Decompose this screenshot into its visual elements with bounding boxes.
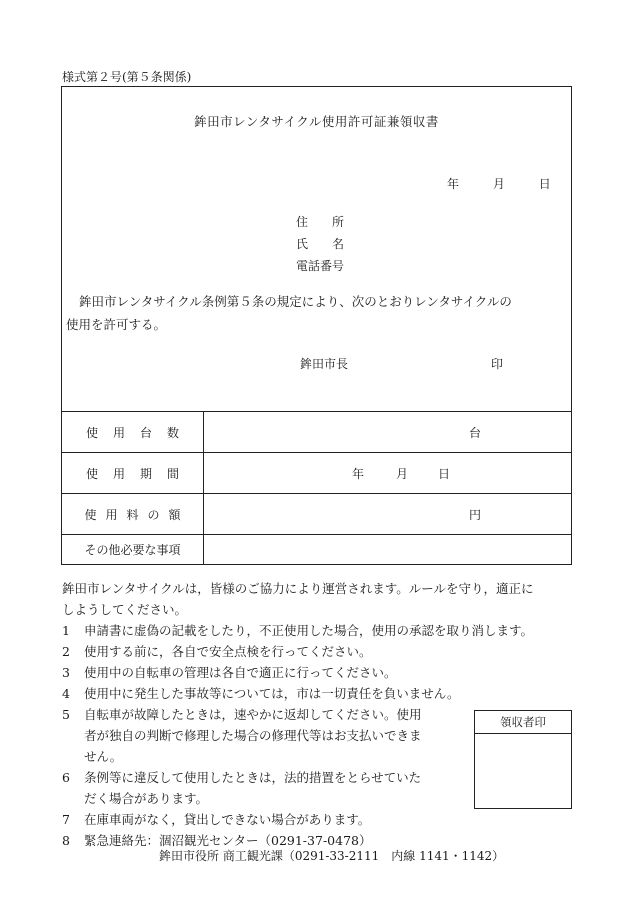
fee-unit: 円: [469, 507, 482, 522]
list-item: 8 緊急連絡先：涸沼観光センター（0291-37-0478）: [62, 833, 372, 848]
list-item: 2 使用する前に，各自で安全点検を行ってください。: [62, 644, 372, 659]
document-title: 鉾田市レンタサイクル使用許可証兼領収書: [194, 114, 439, 129]
receipt-seal-box: [474, 710, 572, 809]
seal-mark: 印: [491, 357, 504, 371]
form-number-label: 様式第２号(第５条関係): [62, 70, 192, 84]
permit-form-frame: [61, 86, 572, 565]
permit-details-table: [62, 412, 571, 564]
period-day-label: 日: [438, 466, 451, 481]
bike-count-unit: 台: [469, 425, 482, 440]
period-year-label: 年: [352, 466, 365, 481]
receipt-seal-label: 領収者印: [475, 711, 571, 734]
table-row: [62, 453, 571, 494]
phone-label: 電話番号: [296, 259, 345, 273]
permit-statement-line: 使用を許可する。: [66, 317, 167, 332]
notes-intro-line: しようしてください。: [62, 602, 188, 617]
notes-intro-line: 鉾田市レンタサイクルは，皆様のご協力により運営されます。ルールを守り，適正に: [62, 581, 534, 596]
row-label: 使用料の額: [62, 494, 204, 534]
issue-date: [447, 175, 551, 192]
period-month-label: 月: [396, 466, 409, 481]
issue-day-label: 日: [538, 177, 551, 191]
list-item: 6 条例等に違反して使用したときは，法的措置をとらせていた だく場合があります。: [62, 770, 422, 806]
permit-statement: [66, 290, 566, 336]
list-item: 1 申請書に虚偽の記載をしたり，不正使用した場合，使用の承認を取り消します。: [62, 623, 534, 638]
permit-statement-line: 鉾田市レンタサイクル条例第５条の規定により、次のとおりレンタサイクルの: [79, 294, 512, 309]
address-label: 住 所: [296, 215, 345, 229]
row-label: 使用期間: [62, 453, 204, 493]
office-contact: 鉾田市役所 商工観光課（0291-33-2111 内線 1141・1142）: [159, 849, 505, 863]
row-label: その他必要な事項: [62, 535, 204, 564]
name-label: 氏 名: [296, 237, 345, 251]
table-row: [62, 412, 571, 453]
list-item: 3 使用中の自転車の管理は各自で適正に行ってください。: [62, 665, 397, 680]
issue-month-label: 月: [492, 177, 505, 191]
table-row: [62, 494, 571, 535]
list-item: 5 自転車が故障したときは，速やかに返却してください。使用 者が独自の判断で修理した場合の修理代等はお支払いできま せん。: [62, 707, 422, 764]
list-item: 7 在庫車両がなく，貸出しできない場合があります。: [62, 812, 371, 827]
permit-header-area: [62, 87, 571, 412]
row-label: 使用台数: [62, 412, 204, 452]
table-row: [62, 535, 571, 564]
mayor-label: 鉾田市長: [300, 357, 349, 371]
list-item: 4 使用中に発生した事故等については，市は一切責任を負いません。: [62, 686, 460, 701]
issue-year-label: 年: [447, 177, 460, 191]
